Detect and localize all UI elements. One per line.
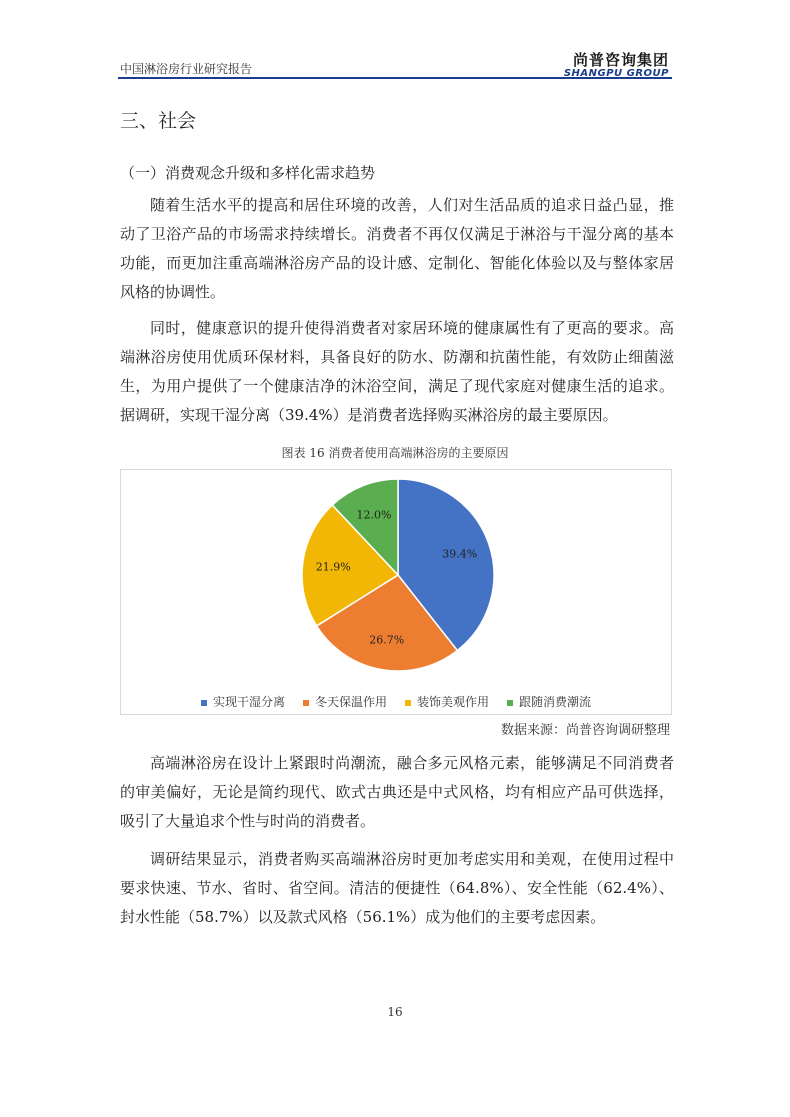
legend-item-3 xyxy=(405,693,489,710)
legend-label-3: 装饰美观作用 xyxy=(417,695,490,709)
data-source-note: 数据来源：尚普咨询调研整理 xyxy=(500,723,670,738)
pie-chart-container xyxy=(120,469,672,715)
logo-chinese-name: 尚普咨询集团 xyxy=(572,51,669,69)
legend-swatch-3 xyxy=(405,700,411,706)
pie-slice-label-1: 39.4% xyxy=(442,547,478,561)
pie-slice-label-4: 12.0% xyxy=(356,508,392,522)
logo-english-name: SHANGPU GROUP xyxy=(563,68,669,79)
legend-swatch-4 xyxy=(507,700,513,706)
legend-item-4 xyxy=(507,693,591,710)
figure-caption: 图表 16 消费者使用高端淋浴房的主要原因 xyxy=(281,446,509,460)
chart-legend xyxy=(121,693,671,710)
subsection-title: （一）消费观念升级和多样化需求趋势 xyxy=(120,164,376,182)
legend-item-2 xyxy=(303,693,387,710)
body-paragraph-4: 调研结果显示，消费者购买高端淋浴房时更加考虑实用和美观，在使用过程中要求快速、节水、省时、省空间。清洁的便捷性（64.8%）、安全性能（62.4%）、封水性能（58.7%）以及款式风格（56.1%）成为他们的主要考虑因素。 xyxy=(120,850,674,926)
legend-swatch-2 xyxy=(303,700,309,706)
legend-label-1: 实现干湿分离 xyxy=(212,695,285,709)
pie-chart xyxy=(121,470,671,690)
company-logo xyxy=(564,52,669,80)
legend-swatch-1 xyxy=(201,700,207,706)
body-paragraph-3: 高端淋浴房在设计上紧跟时尚潮流，融合多元风格元素，能够满足不同消费者的审美偏好，无论是简约现代、欧式古典还是中式风格，均有相应产品可供选择，吸引了大量追求个性与时尚的消费者。 xyxy=(120,754,674,830)
section-title: 三、社会 xyxy=(120,110,197,132)
page-number: 16 xyxy=(387,1005,403,1019)
report-header-title: 中国淋浴房行业研究报告 xyxy=(120,62,253,76)
body-paragraph-2: 同时，健康意识的提升使得消费者对家居环境的健康属性有了更高的要求。高端淋浴房使用优质环保材料，具备良好的防水、防潮和抗菌性能，有效防止细菌滋生，为用户提供了一个健康洁净的沐浴空间，满足了现代家庭对健康生活的追求。据调研，实现干湿分离（39.4%）是消费者选择购买淋浴房的最主要原因。 xyxy=(120,319,674,424)
legend-item-1 xyxy=(201,693,285,710)
pie-slice-label-3: 21.9% xyxy=(315,560,351,574)
pie-slice-label-2: 26.7% xyxy=(369,633,405,647)
body-paragraph-1: 随着生活水平的提高和居住环境的改善，人们对生活品质的追求日益凸显，推动了卫浴产品的市场需求持续增长。消费者不再仅仅满足于淋浴与干湿分离的基本功能，而更加注重高端淋浴房产品的设计感、定制化、智能化体验以及与整体家居风格的协调性。 xyxy=(120,196,674,301)
header-divider xyxy=(118,77,672,79)
legend-label-2: 冬天保温作用 xyxy=(314,695,387,709)
legend-label-4: 跟随消费潮流 xyxy=(519,695,592,709)
